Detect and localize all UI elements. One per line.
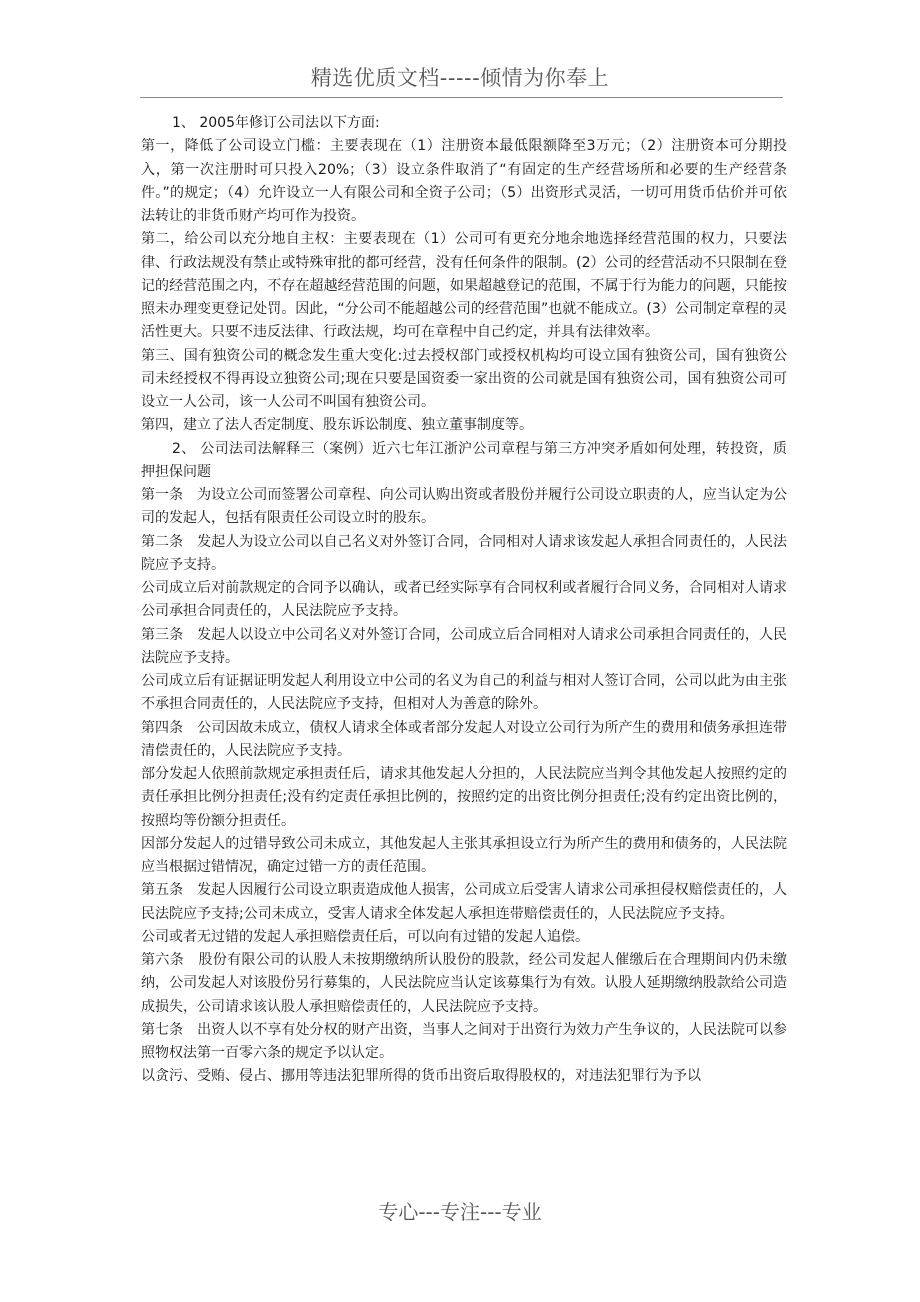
document-body bbox=[141, 112, 787, 1089]
page-footer: 专心---专注---专业 bbox=[378, 1200, 542, 1224]
article-5: 第五条 发起人因履行公司设立职责造成他人损害，公司成立后受害人请求公司承担侵权赔偿责任的，人民法院应予支持;公司未成立，受害人请求全体发起人承担连带赔偿责任的，人民法院应予支持。 bbox=[141, 882, 787, 922]
article-4: 第四条 公司因故未成立，债权人请求全体或者部分发起人对设立公司行为所产生的费用和债务承担连带清偿责任的，人民法院应予支持。 bbox=[141, 719, 787, 759]
section-heading-1: 1、 2005年修订公司法以下方面: bbox=[172, 115, 380, 131]
paragraph: 第三、国有独资公司的概念发生重大变化:过去授权部门或授权机构均可设立国有独资公司，国有独资公司未经授权不得再设立独资公司;现在只要是国资委一家出资的公司就是国有独资公司，国有独资公司可设立一人公司，该一人公司不叫国有独资公司。 bbox=[141, 347, 787, 410]
paragraph: 部分发起人依照前款规定承担责任后，请求其他发起人分担的，人民法院应当判令其他发起人按照约定的责任承担比例分担责任;没有约定责任承担比例的，按照约定的出资比例分担责任;没有约定出资比例的，按照均等份额分担责任。 bbox=[141, 766, 787, 829]
article-7: 第七条 出资人以不享有处分权的财产出资，当事人之间对于出资行为效力产生争议的，人民法院可以参照物权法第一百零六条的规定予以认定。 bbox=[141, 1021, 787, 1061]
article-3: 第三条 发起人以设立中公司名义对外签订合同，公司成立后合同相对人请求公司承担合同责任的，人民法院应予支持。 bbox=[141, 626, 787, 666]
article-1: 第一条 为设立公司而签署公司章程、向公司认购出资或者股份并履行公司设立职责的人，应当认定为公司的发起人，包括有限责任公司设立时的股东。 bbox=[141, 487, 787, 527]
paragraph: 因部分发起人的过错导致公司未成立，其他发起人主张其承担设立行为所产生的费用和债务的，人民法院应当根据过错情况，确定过错一方的责任范围。 bbox=[141, 835, 787, 875]
header-divider bbox=[140, 97, 783, 98]
paragraph: 公司或者无过错的发起人承担赔偿责任后，可以向有过错的发起人追偿。 bbox=[141, 928, 589, 945]
paragraph: 第四，建立了法人否定制度、股东诉讼制度、独立董事制度等。 bbox=[141, 417, 533, 434]
paragraph: 以贪污、受贿、侵占、挪用等违法犯罪所得的货币出资后取得股权的，对违法犯罪行为予以 bbox=[141, 1068, 701, 1085]
paragraph: 公司成立后对前款规定的合同予以确认，或者已经实际享有合同权利或者履行合同义务，合同相对人请求公司承担合同责任的，人民法院应予支持。 bbox=[141, 580, 787, 620]
article-2: 第二条 发起人为设立公司以自己名义对外签订合同，合同相对人请求该发起人承担合同责任的，人民法院应予支持。 bbox=[141, 533, 787, 573]
paragraph: 公司成立后有证据证明发起人利用设立中公司的名义为自己的利益与相对人签订合同，公司以此为由主张不承担合同责任的，人民法院应予支持，但相对人为善意的除外。 bbox=[141, 673, 787, 713]
paragraph: 第一，降低了公司设立门槛：主要表现在（1）注册资本最低限额降至3万元；（2）注册资本可分期投入，第一次注册时可只投入20%；（3）设立条件取消了“有固定的生产经营场所和必要的生产经营条件。”的规定；（4）允许设立一人有限公司和全资子公司；（5）出资形式灵活，一切可用货币估价并可依法转让的非货币财产均可作为投资。 bbox=[141, 138, 787, 224]
article-6: 第六条 股份有限公司的认股人未按期缴纳所认股份的股款，经公司发起人催缴后在合理期间内仍未缴纳，公司发起人对该股份另行募集的，人民法院应当认定该募集行为有效。认股人延期缴纳股款给公司造成损失，公司请求该认股人承担赔偿责任的，人民法院应予支持。 bbox=[141, 952, 787, 1015]
section-heading-2: 2、 公司法司法解释三（案例）近六七年江浙沪公司章程与第三方冲突矛盾如何处理，转投资，质押担保问题 bbox=[141, 440, 787, 480]
page-header: 精选优质文档-----倾情为你奉上 bbox=[310, 66, 610, 90]
paragraph: 第二，给公司以充分地自主权：主要表现在（1）公司可有更充分地余地选择经营范围的权力，只要法律、行政法规没有禁止或特殊审批的都可经营，没有任何条件的限制。(2）公司的经营活动不只限制在登记的经营范围之内，不存在超越经营范围的问题，如果超越登记的范围，不属于行为能力的问题，只能按照未办理变更登记处罚。因此，“分公司不能超越公司的经营范围”也就不能成立。(3）公司制定章程的灵活性更大。只要不违反法律、行政法规，均可在章程中自己约定，并具有法律效率。 bbox=[141, 231, 787, 341]
